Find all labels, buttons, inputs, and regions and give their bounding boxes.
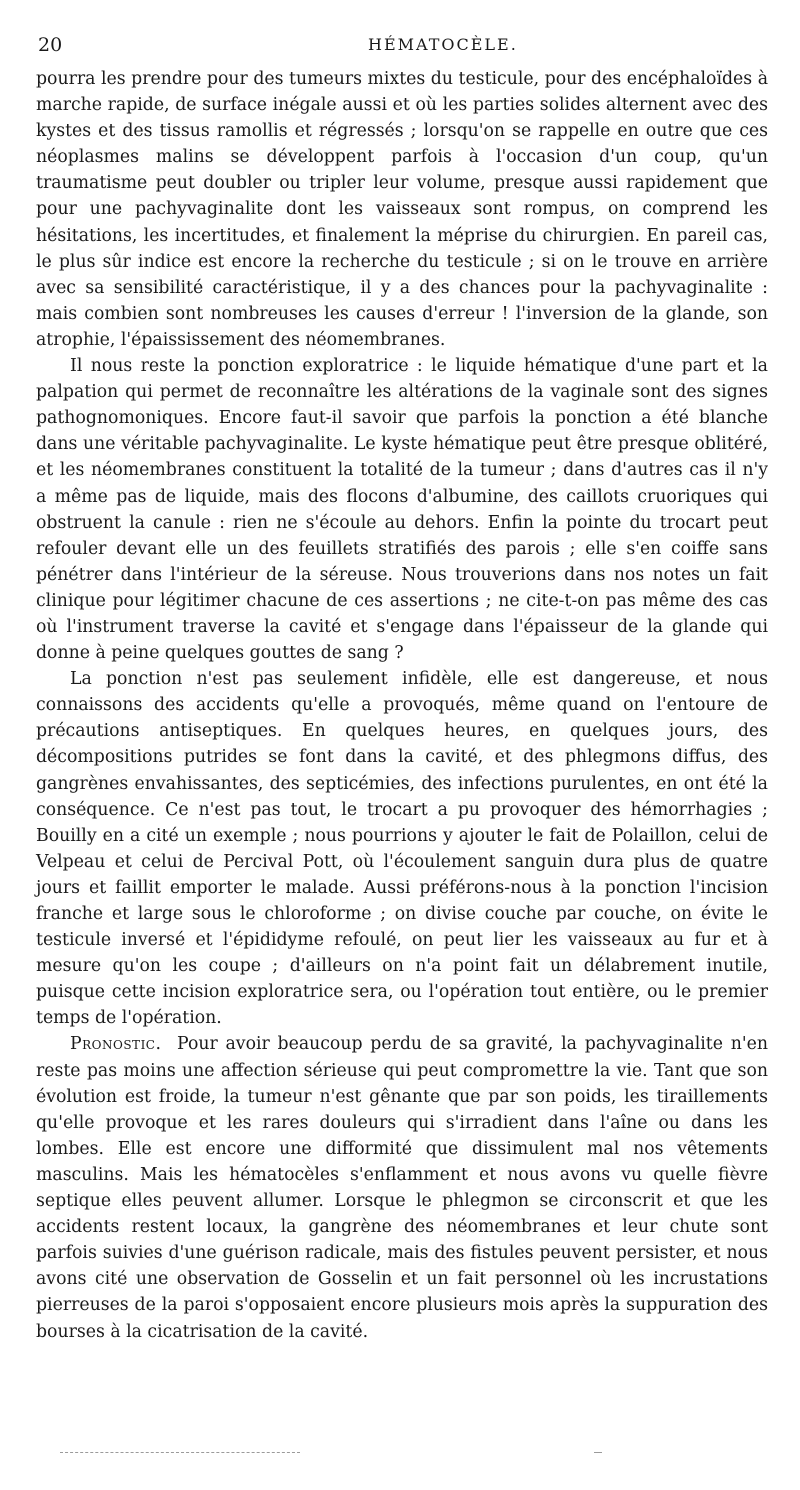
page-number: 20 bbox=[38, 34, 63, 56]
body-text bbox=[36, 66, 768, 1345]
footer-rule bbox=[60, 1452, 300, 1453]
paragraph-ponction-dangereuse: La ponction n'est pas seulement infidèle, elle est dangereuse, et nous connaissons des accidents qu'elle a provoqués, même quand on l'entoure de précautions antiseptiques. En quelques heures, en quelques jours, des décompositions putrides se font dans la cavité, et des phlegmons diffus, des gangrènes envahissantes, des septicémies, des infections purulentes, en ont été la conséquence. Ce n'est pas tout, le trocart a pu provoquer des hémorrhagies ; Bouilly en a cité un exemple ; nous pourrions y ajouter le fait de Polaillon, celui de Velpeau et celui de Percival Pott, où l'écoulement sanguin dura plus de quatre jours et faillit emporter le malade. Aussi préférons-nous à la ponction l'incision franche et large sous le chloroforme ; on divise couche par couche, on évite le testicule inversé et l'épididyme refoulé, on peut lier les vaisseaux au fur et à mesure qu'on les coupe ; d'ailleurs on n'a point fait un délabrement inutile, puisque cette incision exploratrice sera, ou l'opération tout entière, ou le premier temps de l'opération. bbox=[36, 669, 768, 1029]
paragraph-pronostic-text: Pour avoir beaucoup perdu de sa gravité, la pachyvaginalite n'en reste pas moins une affection sérieuse qui peut compromettre la vie. Tant que son évolution est froide, la tumeur n'est gênante que par son poids, les tiraillements qu'elle provoque et les rares douleurs qui s'irradient dans l'aîne ou dans les lombes. Elle est encore une difformité que dissimulent mal nos vêtements masculins. Mais les hématocèles s'enflamment et nous avons vu quelle fièvre septique elles peuvent allumer. Lorsque le phlegmon se circonscrit et que les accidents restent locaux, la gangrène des néomembranes et leur chute sont parfois suivies d'une guérison radicale, mais des fistules peuvent persister, et nous avons cité une observation de Gosselin et un fait personnel où les incrustations pierreuses de la paroi s'opposaient encore plusieurs mois après la suppuration des bourses à la cicatrisation de la cavité. bbox=[36, 1034, 768, 1342]
paragraph-ponction-exploratrice: Il nous reste la ponction exploratrice : le liquide hématique d'une part et la palpation qui permet de reconnaître les altérations de la vaginale sont des signes pathognomoniques. Encore faut-il savoir que parfois la ponction a été blanche dans une véritable pachyvaginalite. Le kyste hématique peut être presque oblitéré, et les néomembranes constituent la totalité de la tumeur ; dans d'autres cas il n'y a même pas de liquide, mais des flocons d'albumine, des caillots cruoriques qui obstruent la canule : rien ne s'écoule au dehors. Enfin la pointe du trocart peut refouler devant elle un des feuillets stratifiés des parois ; elle s'en coiffe sans pénétrer dans l'intérieur de la séreuse. Nous trouverions dans nos notes un fait clinique pour légitimer chacune de ces assertions ; ne cite-t-on pas même des cas où l'instrument traverse la cavité et s'engage dans l'épaisseur de la glande qui donne à peine quelques gouttes de sang ? bbox=[36, 356, 768, 664]
paragraph-continuation: pourra les prendre pour des tumeurs mixtes du testicule, pour des encéphaloïdes à marche rapide, de surface inégale aussi et où les parties solides alternent avec des kystes et des tissus ramollis et régressés ; lorsqu'on se rappelle en outre que ces néoplasmes malins se développent parfois à l'occasion d'un coup, qu'un traumatisme peut doubler ou tripler leur volume, presque aussi rapidement que pour une pachyvaginalite dont les vaisseaux sont rompus, on comprend les hésitations, les incertitudes, et finalement la méprise du chirurgien. En pareil cas, le plus sûr indice est encore la recherche du testicule ; si on le trouve en arrière avec sa sensibilité caractéristique, il y a des chances pour la pachyvaginalite : mais combien sont nombreuses les causes d'erreur ! l'inversion de la glande, son atrophie, l'épaississement des néomembranes. bbox=[36, 69, 768, 350]
running-title: HÉMATOCÈLE. bbox=[368, 35, 518, 54]
section-heading-pronostic: Pronostic. bbox=[70, 1034, 162, 1055]
paragraph-pronostic bbox=[36, 1031, 768, 1344]
footer-mark bbox=[594, 1452, 602, 1453]
page-header bbox=[38, 32, 768, 62]
